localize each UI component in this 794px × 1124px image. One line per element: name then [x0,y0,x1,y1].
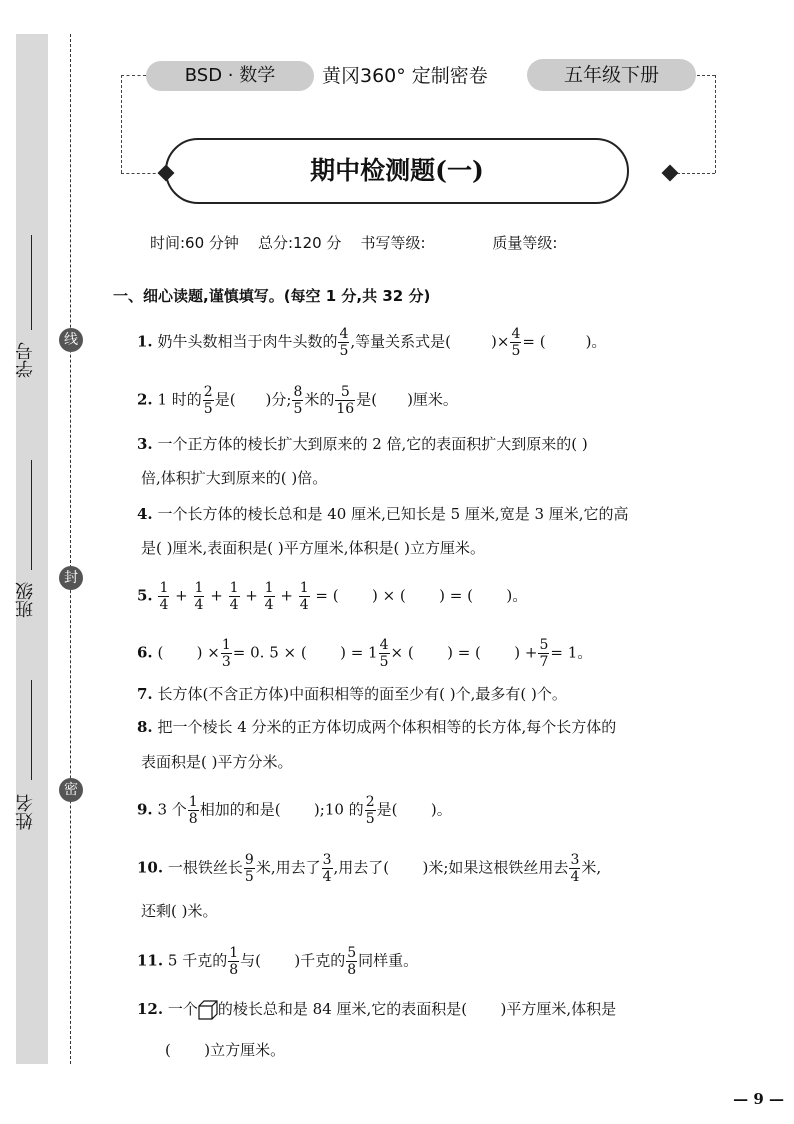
question-10 [137,852,737,885]
question-text: = 0. 5 × ( ) = 1 [232,643,378,662]
frame-line [715,75,716,173]
question-number: 4. [137,505,153,523]
seal-seal-mark: 封 [59,566,83,590]
question-number: 2. [137,390,153,409]
question-text: ( ) × [157,643,220,662]
question-8 [137,715,737,739]
brand-series: 黄冈360° 定制密卷 [322,65,488,87]
question-text: = 1。 [550,643,593,662]
question-text: )× [491,332,510,351]
fraction: $\frac{4}{5}$ [339,326,349,359]
fraction: $\frac{1}{4}$ [299,580,309,613]
question-text: ,用去了( )米;如果这根铁丝用去 [333,858,569,877]
question-text: 1 时的 [157,390,202,409]
question-text: 米的 [304,390,335,409]
seal-secret-mark: 密 [59,778,83,802]
page-title: 期中检测题(一) [310,156,484,185]
fraction: $\frac{3}{4}$ [322,852,332,885]
fraction: $\frac{2}{5}$ [365,794,375,827]
question-number: 11. [137,951,164,970]
question-4-line-2: 是( )厘米,表面积是( )平方厘米,体积是( )立方厘米。 [141,539,485,557]
fraction: $\frac{1}{8}$ [188,794,198,827]
question-text: )分; [265,390,292,409]
fraction: $\frac{1}{8}$ [229,945,239,978]
fraction: $\frac{5}{7}$ [539,637,549,670]
question-text: 一根铁丝长 [167,858,243,877]
fraction: $\frac{8}{5}$ [293,384,303,417]
fraction: $\frac{9}{5}$ [244,852,254,885]
question-text: )厘米。 [407,390,458,409]
question-2 [137,384,737,417]
question-text: 是( )。 [376,800,452,819]
question-text: 米, [581,858,602,877]
question-3-line-2: 倍,体积扩大到原来的( )倍。 [141,469,328,487]
question-number: 10. [137,858,164,877]
question-text: × ( ) = ( ) + [390,643,538,662]
question-12-line-2: ( )立方厘米。 [165,1041,286,1059]
class-label: 班级 [15,582,36,618]
plus-sign: + [280,586,293,605]
student-id-label: 学号 [15,342,36,378]
fraction: $\frac{3}{4}$ [570,852,580,885]
frame-line [121,75,122,173]
question-text: 是( [356,390,378,409]
fraction: $\frac{5}{16}$ [336,384,355,417]
grade-badge: 五年级下册 [527,59,696,91]
student-id-blank [31,235,32,330]
question-text: 米,用去了 [255,858,321,877]
question-text: 奶牛头数相当于肉牛头数的 [157,332,338,351]
question-text: 一个正方体的棱长扩大到原来的 2 倍,它的表面积扩大到原来的( ) [157,435,588,453]
question-text: ,等量关系式是( [350,332,452,351]
question-5 [137,580,737,613]
fraction: $\frac{1}{4}$ [229,580,239,613]
name-label: 姓名 [15,794,36,830]
question-text: 一个 [167,1000,198,1018]
question-3 [137,432,737,456]
exam-meta: 时间:60 分钟 总分:120 分 书写等级: 质量等级: [150,234,558,252]
question-text: 相加的和是( );10 的 [199,800,364,819]
question-1 [137,326,737,359]
question-text: 同样重。 [358,951,419,970]
question-12 [137,997,737,1021]
question-text: = ( ) × ( ) = ( )。 [315,586,528,605]
fraction: $\frac{5}{8}$ [347,945,357,978]
frame-line [121,75,146,76]
question-4 [137,502,737,526]
fraction: $\frac{1}{4}$ [264,580,274,613]
name-blank [31,680,32,780]
plus-sign: + [210,586,223,605]
question-text: 把一个棱长 4 分米的正方体切成两个体积相等的长方体,每个长方体的 [157,718,617,736]
question-number: 9. [137,800,153,819]
question-text: 是( [214,390,236,409]
cut-line [70,34,71,1064]
fraction: $\frac{1}{4}$ [159,580,169,613]
class-blank [31,460,32,570]
question-text: 5 千克的 [167,951,228,970]
frame-line [697,75,715,76]
fraction: $\frac{4}{5}$ [379,637,389,670]
question-text: 长方体(不含正方体)中面积相等的面至少有( )个,最多有( )个。 [157,685,567,703]
brand-subject-badge: BSD · 数学 [146,61,314,91]
frame-line [672,173,715,174]
fraction: $\frac{1}{4}$ [194,580,204,613]
fraction: $\frac{1}{3}$ [221,637,231,670]
question-number: 1. [137,332,153,351]
question-11 [137,945,737,978]
binding-strip [16,34,48,1064]
question-number: 3. [137,435,153,453]
question-text: 3 个 [157,800,187,819]
diamond-icon [662,165,679,182]
fraction: $\frac{2}{5}$ [203,384,213,417]
question-text: )。 [585,332,607,351]
plus-sign: + [175,586,188,605]
cube-icon [198,1000,218,1020]
section-heading: 一、细心读题,谨慎填写。(每空 1 分,共 32 分) [113,287,431,305]
question-text: 的棱长总和是 84 厘米,它的表面积是( )平方厘米,体积是 [217,1000,617,1018]
question-8-line-2: 表面积是( )平方分米。 [141,753,293,771]
question-number: 7. [137,685,153,703]
question-10-line-2: 还剩( )米。 [141,902,218,920]
question-number: 12. [137,1000,164,1018]
plus-sign: + [245,586,258,605]
question-9 [137,794,737,827]
seal-line-mark: 线 [59,328,83,352]
question-number: 5. [137,586,153,605]
question-7 [137,682,737,706]
question-number: 8. [137,718,153,736]
question-text: 与( )千克的 [240,951,346,970]
question-text: = ( [522,332,546,351]
question-text: 一个长方体的棱长总和是 40 厘米,已知长是 5 厘米,宽是 3 厘米,它的高 [157,505,629,523]
question-6 [137,637,737,670]
question-number: 6. [137,643,153,662]
frame-line [121,173,161,174]
page-number: — 9 — [733,1090,784,1108]
fraction: $\frac{4}{5}$ [511,326,521,359]
